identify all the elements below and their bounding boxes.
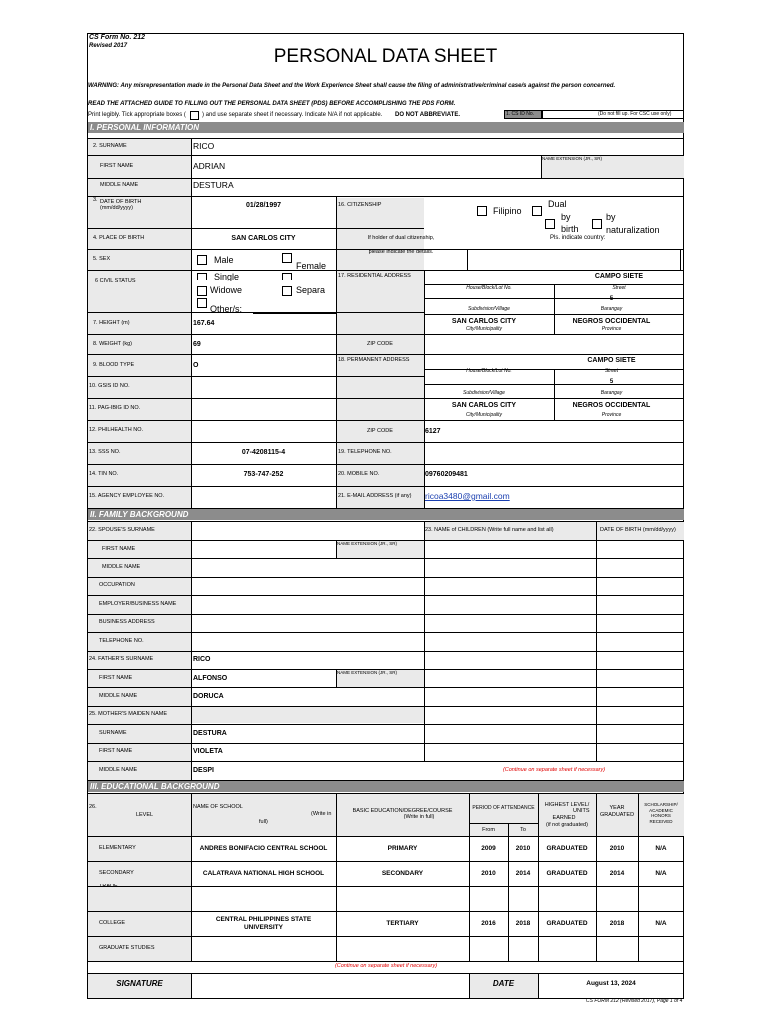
citizenship-naturalization-checkbox[interactable] [592,219,602,229]
education-highest-1[interactable]: GRADUATED [546,844,588,852]
honors-header-4: RECEIVED [649,819,673,824]
res-province-sub: Province [601,326,622,332]
print-instruction-b: ) and use separate sheet if necessary. Indicate N/A if not applicable. [202,112,383,118]
from-header: From [482,827,495,833]
employer-label: EMPLOYER/BUSINESS NAME [99,601,177,607]
tin-value[interactable]: 753-747-252 [243,471,284,478]
education-honors-1[interactable]: N/A [655,844,667,852]
education-year-4[interactable]: 2018 [609,919,625,927]
father-name-ext-label: NAME EXTENSION (JR., SR) [337,670,398,675]
education-level-2: SECONDARY [99,870,134,876]
firstname-label: FIRST NAME [100,163,134,169]
blood-label: 9. BLOOD TYPE [93,362,135,368]
honors-header-1: SCHOLARSHIP/ [644,802,678,807]
res-city-sub: City/Municipality [465,326,503,332]
perm-subdiv-sub: Subdivision/Village [463,390,505,396]
education-from-3[interactable] [469,886,508,911]
perm-street-value[interactable]: 5 [609,379,614,385]
school-header-write: (Write in [311,811,332,817]
level-header: LEVEL [135,812,154,818]
education-num: 26. [89,804,97,810]
father-firstname-label: FIRST NAME [99,675,133,681]
father-middlename-value[interactable]: DORUCA [193,693,224,700]
civil-single-checkbox[interactable] [197,273,207,280]
perm-zip-value[interactable]: 6127 [425,428,441,435]
perm-city-sub: City/Municipality [465,412,503,418]
spouse-surname-label: 22. SPOUSE'S SURNAME [89,527,155,533]
mother-firstname-value[interactable]: VIOLETA [193,748,223,755]
citizenship-naturalization-by: by [606,212,616,222]
weight-value[interactable]: 69 [193,341,201,348]
pob-value[interactable]: SAN CARLOS CITY [231,235,296,242]
father-surname-label: 24. FATHER'S SURNAME [89,656,154,662]
school-header: NAME OF SCHOOL [193,804,243,810]
education-honors-4[interactable]: N/A [655,919,667,927]
cs-id-label: 1. CS ID No. [506,111,535,117]
highest-header-3: EARNED [552,815,576,821]
res-city-value[interactable]: SAN CARLOS CITY [451,318,517,325]
mobile-value[interactable]: 09760209481 [425,471,468,478]
dob-format: (mm/dd/yyyy) [100,205,133,211]
footer-text: CS FORM 212 (Revised 2017), Page 1 of 4 [586,998,683,1004]
sex-female-checkbox[interactable] [282,253,292,263]
mother-firstname-label: FIRST NAME [99,748,133,754]
dual-note-1: If holder of dual citizenship, [367,235,435,241]
gsis-label: 10. GSIS ID NO. [89,383,130,389]
education-to-1[interactable]: 2010 [515,844,531,852]
education-level-5: GRADUATE STUDIES [99,945,155,951]
civil-widowed-label: Widowe [210,285,243,295]
pob-label: 4. PLACE OF BIRTH [93,235,145,241]
education-highest-4[interactable]: GRADUATED [546,919,588,927]
form-code: CS Form No. 212 [89,34,146,41]
education-school-4[interactable]: CENTRAL PHILIPPINES STATE UNIVERSITY [215,915,312,931]
citizenship-dual-label: Dual [548,199,567,209]
spouse-middlename-label: MIDDLE NAME [102,564,141,570]
firstname-value[interactable]: ADRIAN [193,161,226,171]
perm-house-sub: House/Block/Lot No. [466,368,512,374]
business-address-label: BUSINESS ADDRESS [99,619,155,625]
res-house-sub: House/Block/Lot No. [466,285,512,291]
education-from-1[interactable]: 2009 [481,844,496,852]
spouse-telephone-label: TELEPHONE NO. [99,638,144,644]
agency-label: 15. AGENCY EMPLOYEE NO. [89,493,165,499]
philhealth-label: 12. PHILHEALTH NO. [89,427,143,433]
perm-barangay-sub: Barangay [600,390,623,396]
citizenship-dual-checkbox[interactable] [532,206,542,216]
highest-header-2: UNITS [573,808,590,814]
period-header: PERIOD OF ATTENDANCE [472,805,535,811]
perm-house-value[interactable]: CAMPO SIETE [587,357,636,364]
res-street-value[interactable]: 5 [609,296,614,302]
occupation-label: OCCUPATION [99,582,135,588]
father-surname-value[interactable]: RICO [193,656,211,663]
date-value[interactable]: August 13, 2024 [586,980,636,987]
education-year-2[interactable]: 2014 [609,869,625,877]
family-continue-note: (Continue on separate sheet if necessary) [502,767,606,773]
mobile-label: 20. MOBILE NO. [338,471,380,477]
education-highest-2[interactable]: GRADUATED [546,869,588,877]
education-to-4[interactable]: 2018 [515,919,531,927]
cs-id-note: (Do not fill up. For CSC use only) [598,111,672,117]
course-header-write: (Write in full) [403,814,435,820]
father-middlename-label: MIDDLE NAME [99,693,138,699]
dob-label-num: 3. [93,197,98,203]
honors-header-2: ACADEMIC [649,808,673,813]
sss-value[interactable]: 07-4208115-4 [241,449,286,456]
education-level-1: ELEMENTARY [99,845,136,851]
education-from-5[interactable] [469,936,508,961]
spouse-name-ext-label: NAME EXTENSION (JR., SR) [337,541,398,546]
civil-widowed-checkbox[interactable] [197,286,207,296]
middlename-value[interactable]: DESTURA [193,180,234,190]
section-education-header: III. EDUCATIONAL BACKGROUND [88,781,684,792]
citizenship-filipino-checkbox[interactable] [477,206,487,216]
education-level-4: COLLEGE [99,920,125,926]
education-course-3[interactable] [336,886,469,911]
mother-surname-label: SURNAME [99,730,127,736]
year-grad-header-2: GRADUATED [599,812,635,818]
sex-male-checkbox[interactable] [197,255,207,265]
education-level-3: TRADE [99,884,118,888]
education-highest-5[interactable] [538,936,596,961]
mother-middlename-label: MIDDLE NAME [99,767,138,773]
res-zip-label: ZIP CODE [367,341,393,347]
email-value[interactable]: ricoa3480@gmail.com [425,491,510,501]
res-subdiv-sub: Subdivision/Village [468,306,510,312]
citizenship-by-birth-label: birth [561,224,579,234]
signature-field[interactable] [192,974,468,998]
citizenship-label: 16. CITIZENSHIP [338,202,382,208]
highest-header-1: HIGHEST LEVEL/ [544,802,590,808]
tin-label: 14. TIN NO. [89,471,119,477]
section-personal-header: I. PERSONAL INFORMATION [88,122,684,133]
education-school-1[interactable]: ANDRES BONIFACIO CENTRAL SCHOOL [199,844,328,852]
civil-others-checkbox[interactable] [197,298,207,308]
education-to-3[interactable] [508,886,538,911]
course-header: BASIC EDUCATION/DEGREE/COURSE [352,808,453,814]
sex-male-label: Male [214,255,234,265]
spouse-firstname-label: FIRST NAME [102,546,136,552]
dual-note-2: please indicate the details. [368,249,434,255]
signature-label: SIGNATURE [116,979,163,988]
mother-maiden-label: 25. MOTHER'S MAIDEN NAME [89,711,168,717]
education-to-5[interactable] [508,936,538,961]
email-label: 21. E-MAIL ADDRESS (if any) [338,493,412,499]
height-label: 7. HEIGHT (m) [93,320,130,326]
perm-province-value[interactable]: NEGROS OCCIDENTAL [572,402,651,409]
name-extension-label: NAME EXTENSION (JR., SR) [542,156,603,161]
sss-label: 13. SSS NO. [89,449,121,455]
education-year-5[interactable] [596,936,638,961]
res-house-value[interactable]: CAMPO SIETE [594,273,644,280]
dob-value[interactable]: 01/28/1997 [245,202,282,209]
education-from-4[interactable]: 2016 [481,919,496,927]
education-year-1[interactable]: 2010 [609,844,625,852]
middlename-label: MIDDLE NAME [100,182,139,188]
education-honors-2[interactable]: N/A [655,869,667,877]
perm-city-value[interactable]: SAN CARLOS CITY [451,402,517,409]
citizenship-country-note: Pls. indicate country: [550,235,606,241]
to-header: To [520,827,526,833]
civil-separated-checkbox[interactable] [282,286,292,296]
sex-label: 5. SEX [93,256,111,262]
civil-status-label: 6 CIVIL STATUS [95,278,136,284]
res-barangay-sub: Barangay [600,306,623,312]
height-value[interactable]: 167.64 [193,320,215,327]
civil-single-label: Single [214,273,240,281]
sex-female-label: Female [296,261,327,271]
citizenship-by-birth-checkbox[interactable] [545,219,555,229]
form-revised: Revised 2017 [89,43,128,49]
highest-header-4: (if not graduated) [546,822,588,828]
education-school-5[interactable] [191,936,336,961]
guide-text: READ THE ATTACHED GUIDE TO FILLING OUT THE PERSONAL DATA SHEET (PDS) BEFORE ACCOMPLISHING THE PDS FORM. [88,101,456,107]
education-continue-note: (Continue on separate sheet if necessary) [334,963,438,969]
year-grad-header-1: YEAR [609,805,625,811]
instruction-checkbox [190,111,199,120]
citizenship-filipino-label: Filipino [493,206,522,216]
weight-label: 8. WEIGHT (kg) [93,341,133,347]
children-label: 23. NAME of CHILDREN (Write full name and list all) [425,527,554,533]
education-course-1[interactable]: PRIMARY [387,844,418,852]
education-to-2[interactable]: 2014 [515,869,531,877]
print-instruction-a: Print legibly. Tick appropriate boxes ( [88,112,186,118]
res-street-sub: Street [612,285,626,291]
residential-address-label: 17. RESIDENTIAL ADDRESS [338,273,411,279]
civil-married-checkbox[interactable] [282,273,292,280]
citizenship-by-birth-by: by [561,212,571,222]
section-family-header: II. FAMILY BACKGROUND [88,509,684,520]
education-honors-5[interactable] [638,936,684,961]
perm-province-sub: Province [601,412,622,418]
no-abbreviate: DO NOT ABBREVIATE. [395,112,461,118]
education-school-2[interactable]: CALATRAVA NATIONAL HIGH SCHOOL [202,869,325,877]
education-honors-3[interactable] [638,886,684,911]
pagibig-label: 11. PAG-IBIG ID NO. [89,405,141,411]
telephone-label: 19. TELEPHONE NO. [338,449,392,455]
education-highest-3[interactable] [538,886,596,911]
res-province-value[interactable]: NEGROS OCCIDENTAL [572,318,651,325]
perm-street-sub: Street [604,368,619,374]
education-school-3[interactable] [191,886,336,911]
date-label: DATE [492,979,515,988]
blood-value[interactable]: O [193,362,199,369]
father-firstname-value[interactable]: ALFONSO [193,675,228,682]
mother-surname-value[interactable]: DESTURA [193,730,227,737]
civil-others-label: Other/s: [210,304,243,314]
children-dob-label: DATE OF BIRTH (mm/dd/yyyy) [600,527,676,533]
education-level-column [88,836,191,961]
education-from-2[interactable]: 2010 [481,869,496,877]
education-course-2[interactable]: SECONDARY [381,869,424,877]
citizenship-naturalization-label: naturalization [606,225,660,235]
dob-label: DATE OF BIRTH [100,199,142,205]
perm-zip-label: ZIP CODE [367,428,393,434]
page-title: PERSONAL DATA SHEET [273,46,498,67]
school-header-full: full) [259,819,268,825]
warning-text: WARNING: Any misrepresentation made in the Personal Data Sheet and the Work Experience Sheet shall cause the filing of administrative/criminal case/s against the person concerned. [88,83,616,89]
surname-label: 2. SURNAME [93,143,127,149]
permanent-address-label: 18. PERMANENT ADDRESS [338,357,410,363]
honors-header-3: HONORS [651,813,671,818]
education-year-3[interactable] [596,886,638,911]
education-course-5[interactable] [336,936,469,961]
mother-middlename-value[interactable]: DESPI [193,767,215,774]
surname-value[interactable]: RICO [193,141,215,151]
education-course-4[interactable]: TERTIARY [386,919,419,927]
civil-separated-label: Separa [296,285,326,295]
